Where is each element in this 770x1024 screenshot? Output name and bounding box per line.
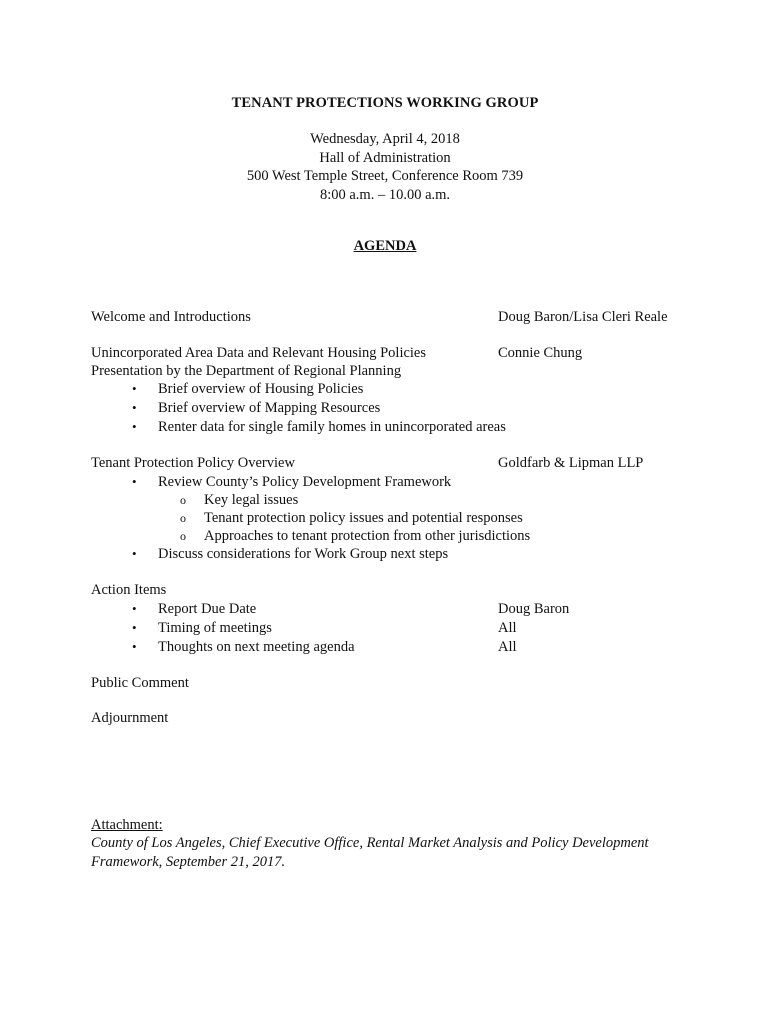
bullet-icon: • (132, 474, 137, 489)
list-item (132, 473, 451, 491)
page-title: TENANT PROTECTIONS WORKING GROUP (231, 95, 539, 111)
sub-bullet-icon: o (180, 529, 186, 543)
section-public-comment: Public Comment (91, 675, 189, 691)
list-item-label: Discuss considerations for Work Group next steps (158, 546, 449, 562)
meeting-venue: Hall of Administration (319, 149, 451, 166)
sub-list-item (180, 491, 298, 509)
list-item-label: Brief overview of Housing Policies (158, 381, 364, 397)
list-item (132, 619, 272, 637)
list-item-label: Renter data for single family homes in unincorporated areas (158, 419, 506, 435)
bullet-icon: • (132, 620, 137, 635)
bullet-icon: • (132, 639, 137, 654)
list-item (132, 418, 506, 436)
list-item-label: Review County’s Policy Development Framework (158, 474, 452, 490)
section-policy-title: Tenant Protection Policy Overview (91, 455, 295, 471)
attachment-label: Attachment: (91, 817, 163, 833)
action-item-presenter: All (498, 620, 517, 636)
list-item (132, 399, 380, 417)
sub-list-item (180, 527, 530, 545)
bullet-icon: • (132, 546, 137, 561)
meeting-details (0, 130, 770, 204)
action-item-presenter: Doug Baron (498, 601, 570, 617)
meeting-time: 8:00 a.m. – 10.00 a.m. (319, 186, 451, 203)
list-item-label: Timing of meetings (158, 620, 272, 636)
bullet-icon: • (132, 419, 137, 434)
section-data-title: Unincorporated Area Data and Relevant Housing Policies (91, 345, 427, 361)
action-item-presenter: All (498, 639, 517, 655)
sub-list-item-label: Key legal issues (204, 492, 299, 508)
section-welcome-title: Welcome and Introductions (91, 309, 251, 325)
section-welcome-presenter: Doug Baron/Lisa Cleri Reale (498, 309, 668, 325)
meeting-date: Wednesday, April 4, 2018 (310, 131, 460, 147)
section-data-presenter: Connie Chung (498, 345, 583, 361)
section-action-title: Action Items (91, 582, 167, 598)
section-data-subtitle: Presentation by the Department of Regional Planning (91, 363, 402, 379)
sub-bullet-icon: o (180, 493, 186, 507)
list-item (132, 545, 448, 563)
list-item (132, 600, 256, 618)
section-adjournment: Adjournment (91, 710, 169, 726)
list-item (132, 380, 363, 398)
sub-list-item-label: Tenant protection policy issues and potential responses (204, 510, 523, 526)
sub-list-item (180, 509, 523, 527)
agenda-heading: AGENDA (353, 238, 417, 254)
list-item-label: Report Due Date (158, 601, 257, 617)
bullet-icon: • (132, 400, 137, 415)
sub-bullet-icon: o (180, 511, 186, 525)
attachment-text: County of Los Angeles, Chief Executive Office, Rental Market Analysis and Policy Development Framework, September 21, 2017. (91, 835, 649, 870)
bullet-icon: • (132, 381, 137, 396)
bullet-icon: • (132, 601, 137, 616)
list-item (132, 638, 355, 656)
list-item-label: Brief overview of Mapping Resources (158, 400, 381, 416)
meeting-address: 500 West Temple Street, Conference Room 739 (246, 168, 524, 184)
list-item-label: Thoughts on next meeting agenda (158, 639, 355, 655)
sub-list-item-label: Approaches to tenant protection from other jurisdictions (204, 528, 531, 544)
section-policy-presenter: Goldfarb & Lipman LLP (498, 455, 644, 471)
